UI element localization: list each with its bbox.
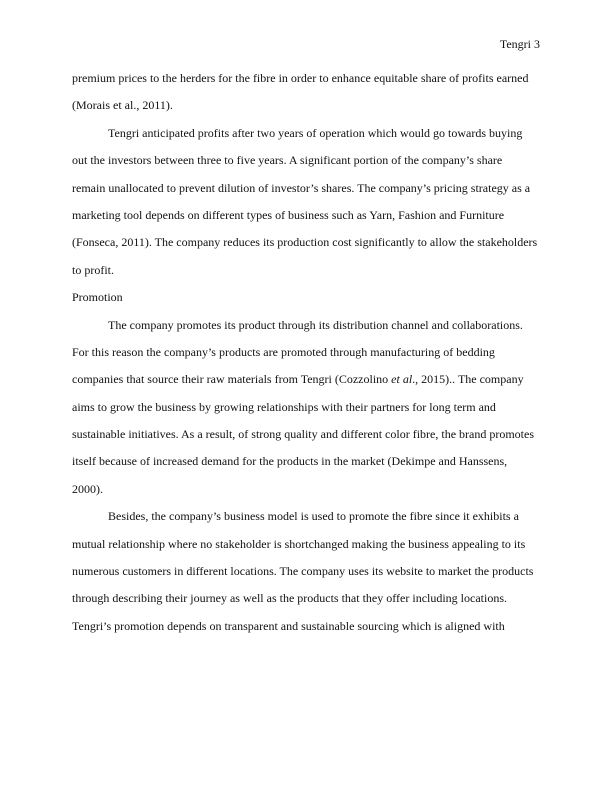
text-run: ., 2015).. The company <box>412 372 524 387</box>
paragraph-line: numerous customers in different locations. The company uses its website to market the products <box>72 564 534 579</box>
paragraph-line: marketing tool depends on different types of business such as Yarn, Fashion and Furniture <box>72 207 505 222</box>
text-run: companies that source their raw materials from Tengri (Cozzolino <box>72 372 392 387</box>
paragraph-line: to profit. <box>72 262 114 277</box>
paragraph-line: aims to grow the business by growing relationships with their partners for long term and <box>72 399 496 414</box>
body-text <box>72 69 542 644</box>
italic-text-run: et al <box>391 372 413 387</box>
paragraph-line <box>72 370 542 397</box>
paragraph-line: The company promotes its product through its distribution channel and collaborations. <box>108 317 523 332</box>
paragraph-line: sustainable initiatives. As a result, of strong quality and different color fibre, the brand promotes <box>72 427 534 442</box>
paragraph-line: Besides, the company’s business model is used to promote the fibre since it exhibits a <box>108 509 519 524</box>
paragraph-line: (Morais et al., 2011). <box>72 98 173 113</box>
paragraph-line: itself because of increased demand for the products in the market (Dekimpe and Hanssens, <box>72 454 508 469</box>
paragraph-line: (Fonseca, 2011). The company reduces its production cost significantly to allow the stakeholders <box>72 235 538 250</box>
paragraph-line: out the investors between three to five years. A significant portion of the company’s share <box>72 153 503 168</box>
paragraph-line: 2000). <box>72 481 103 496</box>
paragraph-line: through describing their journey as well as the products that they offer including locations. <box>72 591 508 606</box>
paragraph-line: remain unallocated to prevent dilution of investor’s shares. The company’s pricing strategy as a <box>72 180 531 195</box>
paragraph-line: Tengri’s promotion depends on transparent and sustainable sourcing which is aligned with <box>72 618 505 633</box>
paragraph-line: mutual relationship where no stakeholder is shortchanged making the business appealing to its <box>72 536 526 551</box>
paragraph-line: For this reason the company’s products are promoted through manufacturing of bedding <box>72 344 495 359</box>
section-heading-promotion: Promotion <box>72 290 123 305</box>
paragraph-line: premium prices to the herders for the fibre in order to enhance equitable share of profits earned <box>72 71 529 85</box>
running-head: Tengri 3 <box>499 37 540 51</box>
paragraph-line: Tengri anticipated profits after two years of operation which would go towards buying <box>108 125 523 140</box>
